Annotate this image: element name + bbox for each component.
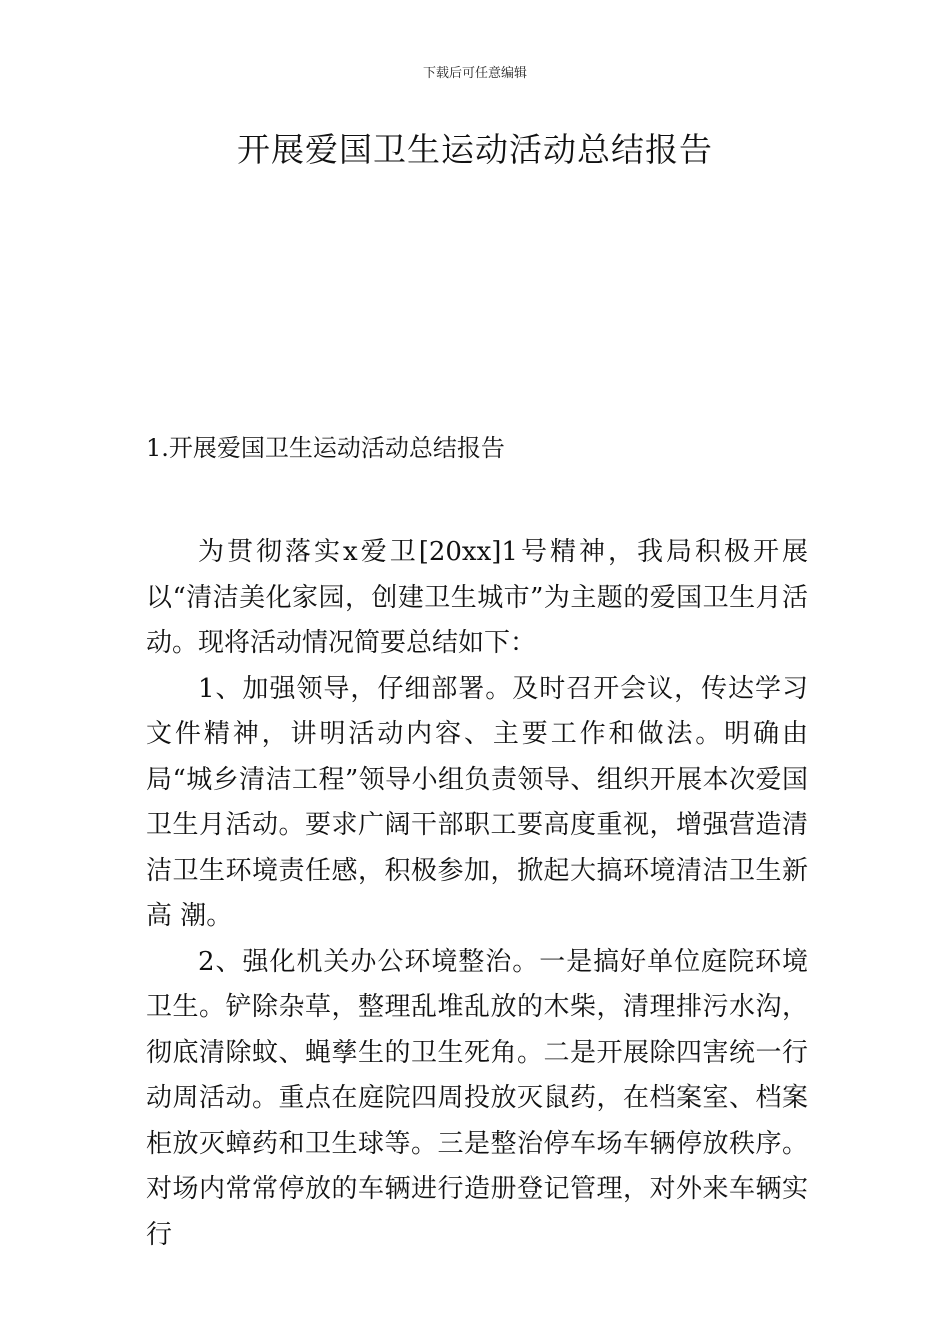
paragraph-item-1: 1、加强领导，仔细部署。及时召开会议，传达学习文件精神，讲明活动内容、主要工作和做法。明确由局“城乡清洁工程”领导小组负责领导、组织开展本次爱国卫生月活动。要求广阔干部职工要高度重视，增强营造清洁卫生环境责任感，积极参加，掀起大搞环境清洁卫生新高 潮。: [146, 673, 808, 931]
document-title: 开展爱国卫生运动活动总结报告: [237, 130, 713, 169]
paragraph-intro: 为贯彻落实x爱卫[20xx]1号精神，我局积极开展以“清洁美化家园，创建卫生城市”为主题的爱国卫生月活动。现将活动情况简要总结如下：: [146, 537, 808, 658]
section-heading: 1.开展爱国卫生运动活动总结报告: [146, 434, 505, 462]
document-body: [146, 530, 808, 1258]
header-note: 下载后可任意编辑: [422, 66, 527, 81]
paragraph-item-2: 2、强化机关办公环境整治。一是搞好单位庭院环境卫生。铲除杂草，整理乱堆乱放的木柴，清理排污水沟，彻底清除蚊、蝇孳生的卫生死角。二是开展除四害统一行动周活动。重点在庭院四周投放灭鼠药，在档案室、档案柜放灭蟑药和卫生球等。三是整治停车场车辆停放秩序。对场内常常停放的车辆进行造册登记管理，对外来车辆实行: [146, 946, 808, 1250]
